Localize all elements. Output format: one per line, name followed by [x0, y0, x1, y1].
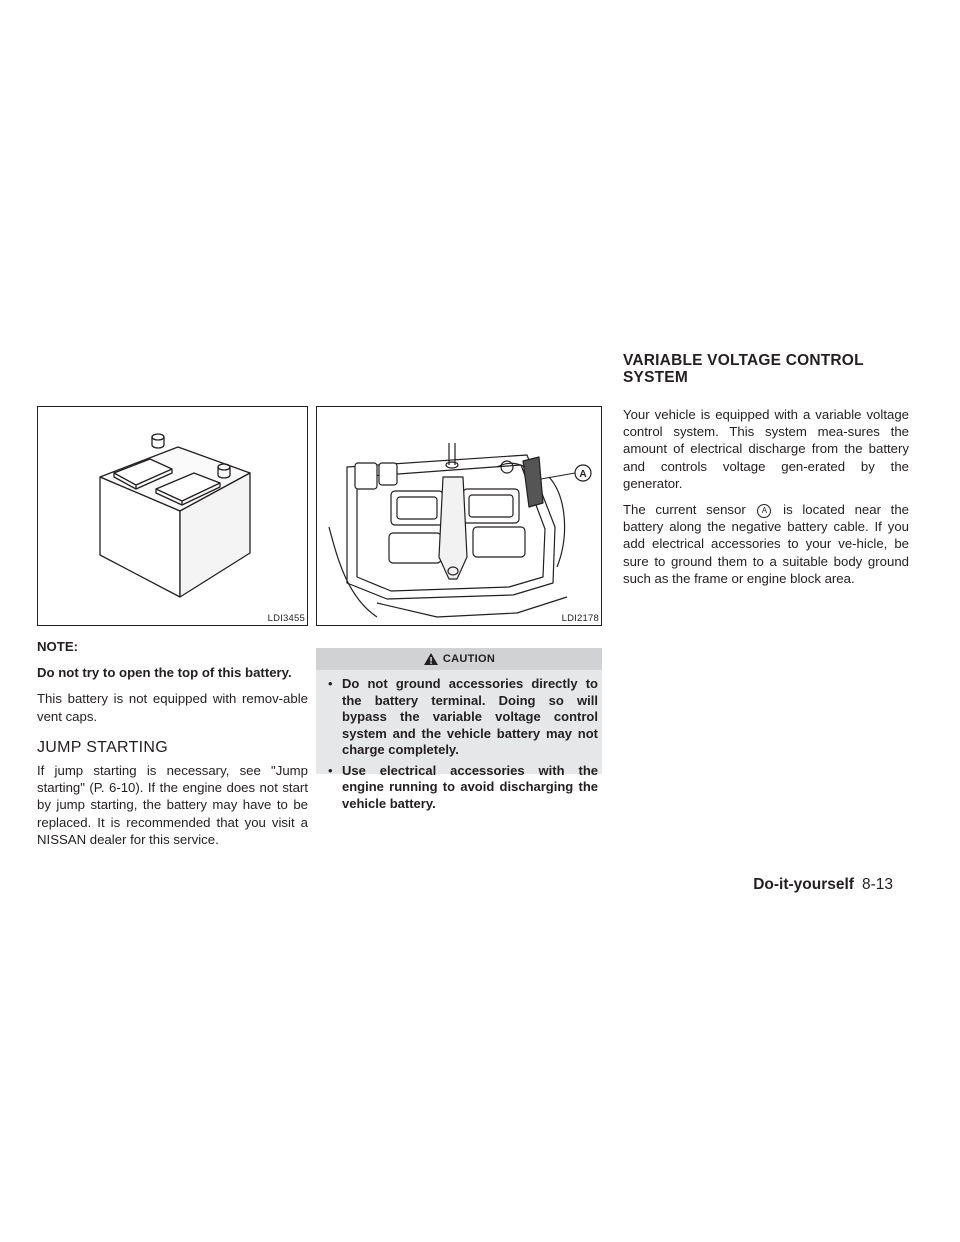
page-number: 8-13	[861, 876, 893, 893]
caution-body	[316, 670, 602, 811]
bullet: •	[328, 762, 333, 778]
sensor-paragraph	[623, 501, 909, 587]
callout-label: A	[579, 469, 587, 480]
intro-paragraph: Your vehicle is equipped with a variable voltage control system. This system mea-sures the amount of electrical discharge from the battery and controls voltage gen-erated by the generator.	[623, 407, 909, 491]
section-heading-line1: VARIABLE VOLTAGE CONTROL	[623, 352, 864, 369]
section-heading	[623, 352, 923, 386]
note-warning: Do not try to open the top of this battery.	[37, 665, 292, 681]
note-label: NOTE:	[37, 639, 79, 654]
sensor-text-after: is located near the battery along the negative battery cable. If you add electrical accessories to your ve-hicle, be sure to ground them to a suitable body ground such as the frame or engine block area.	[623, 502, 909, 586]
caution-title: CAUTION	[442, 653, 496, 665]
warning-icon	[423, 652, 439, 666]
footer-section: Do-it-yourself	[753, 876, 854, 893]
caution-header	[316, 648, 602, 670]
section-heading-line2: SYSTEM	[623, 369, 688, 386]
engine-bay-illustration	[317, 407, 601, 625]
caution-item	[326, 676, 598, 759]
page-footer	[753, 876, 893, 894]
note-text: This battery is not equipped with remov-able vent caps.	[37, 691, 308, 724]
jump-starting-text: If jump starting is necessary, see "Jump starting" (P. 6-10). If the engine does not start by jump starting, the battery may have to be replaced. It is recommended that you visit a NISSAN dealer for this service.	[37, 763, 308, 847]
battery-illustration	[38, 407, 307, 625]
figure-code: LDI3455	[267, 613, 305, 624]
caution-item-text: Use electrical accessories with the engine running to avoid discharging the vehicle battery.	[342, 762, 598, 811]
caution-item	[326, 763, 598, 813]
bullet: •	[328, 676, 333, 691]
callout-marker: A	[757, 504, 771, 518]
battery-figure	[37, 406, 308, 626]
sensor-text-before: The current sensor	[623, 502, 746, 518]
left-column	[37, 638, 308, 857]
current-sensor-figure	[316, 406, 602, 626]
figure-code: LDI2178	[561, 613, 599, 624]
jump-starting-heading: JUMP STARTING	[37, 738, 169, 756]
right-column	[623, 406, 909, 596]
caution-item-text: Do not ground accessories directly to the battery terminal. Doing so will bypass the variable voltage control system and the vehicle battery may not charge completely.	[342, 676, 598, 757]
